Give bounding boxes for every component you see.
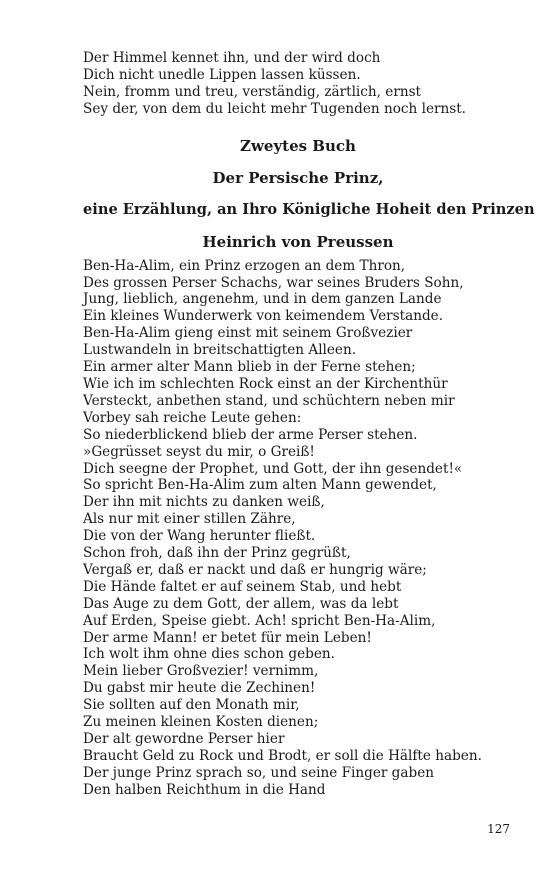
poem-subtitle: eine Erzählung, an Ihro Königliche Hoheit den Prinzen [83, 200, 535, 218]
page-body [83, 50, 535, 799]
verse-line: So niederblickend blieb der arme Perser stehen. [83, 426, 418, 443]
verse-line: Der ihn mit nichts zu danken weiß, [83, 494, 325, 511]
verse-line: Braucht Geld zu Rock und Brodt, er soll die Hälfte haben. [83, 747, 482, 764]
verse-line: Versteckt, anbethen stand, und schüchtern neben mir [83, 392, 455, 409]
verse-line: Auf Erden, Speise giebt. Ach! spricht Ben-Ha-Alim, [83, 612, 436, 629]
verse-line: Ein armer alter Mann blieb in der Ferne stehen; [83, 359, 416, 376]
verse-line: Nein, fromm und treu, verständig, zärtlich, ernst [83, 83, 422, 100]
opening-verse [83, 50, 513, 118]
verse-line: »Gegrüsset seyst du mir, o Greiß! [83, 443, 315, 460]
verse-line: Sie sollten auf den Monath mir, [83, 697, 300, 714]
verse-line: Das Auge zu dem Gott, der allem, was da lebt [83, 595, 399, 612]
poem-verse [83, 258, 513, 799]
verse-line: Dich seegne der Prophet, und Gott, der ihn gesendet!« [83, 460, 463, 477]
verse-line: Jung, lieblich, angenehm, und in dem ganzen Lande [83, 291, 442, 308]
dedicatee-heading: Heinrich von Preussen [202, 232, 394, 251]
verse-line: Ben-Ha-Alim, ein Prinz erzogen an dem Thron, [83, 257, 406, 274]
verse-line: Der arme Mann! er betet für mein Leben! [83, 629, 372, 646]
verse-line: Die von der Wang herunter fließt. [83, 528, 316, 545]
verse-line: Den halben Reichthum in die Hand [83, 781, 326, 798]
verse-line: Der alt gewordne Perser hier [83, 731, 285, 747]
verse-line: Des grossen Perser Schachs, war seines Bruders Sohn, [83, 274, 464, 291]
verse-line: Wie ich im schlechten Rock einst an der Kirchenthür [83, 375, 448, 392]
verse-line: Der junge Prinz sprach so, und seine Finger gaben [83, 764, 434, 781]
verse-line: Zu meinen kleinen Kosten dienen; [83, 714, 319, 731]
verse-line: Ben-Ha-Alim gieng einst mit seinem Großvezier [83, 325, 413, 342]
verse-line: Mein lieber Großvezier! vernimm, [83, 663, 319, 680]
verse-line: Sey der, von dem du leicht mehr Tugenden noch lernst. [83, 100, 467, 117]
verse-line: Dich nicht unedle Lippen lassen küssen. [83, 66, 361, 83]
verse-line: Der Himmel kennet ihn, und der wird doch [83, 50, 381, 66]
verse-line: Lustwandeln in breitschattigten Alleen. [83, 342, 357, 359]
verse-line: Als nur mit einer stillen Zähre, [83, 511, 296, 528]
verse-line: Vorbey sah reiche Leute gehen: [83, 409, 302, 426]
verse-line: Du gabst mir heute die Zechinen! [83, 680, 316, 697]
verse-line: Vergaß er, daß er nackt und daß er hungrig wäre; [83, 561, 427, 578]
verse-line: Schon froh, daß ihn der Prinz gegrüßt, [83, 545, 351, 562]
verse-line: Ein kleines Wunderwerk von keimendem Verstande. [83, 308, 444, 325]
book-heading: Zweytes Buch [240, 136, 356, 155]
verse-line: Ich wolt ihm ohne dies schon geben. [83, 646, 335, 663]
poem-title: Der Persische Prinz, [212, 168, 384, 187]
verse-line: Die Hände faltet er auf seinem Stab, und hebt [83, 578, 402, 595]
verse-line: So spricht Ben-Ha-Alim zum alten Mann gewendet, [83, 477, 437, 494]
page-number: 127 [487, 822, 510, 836]
